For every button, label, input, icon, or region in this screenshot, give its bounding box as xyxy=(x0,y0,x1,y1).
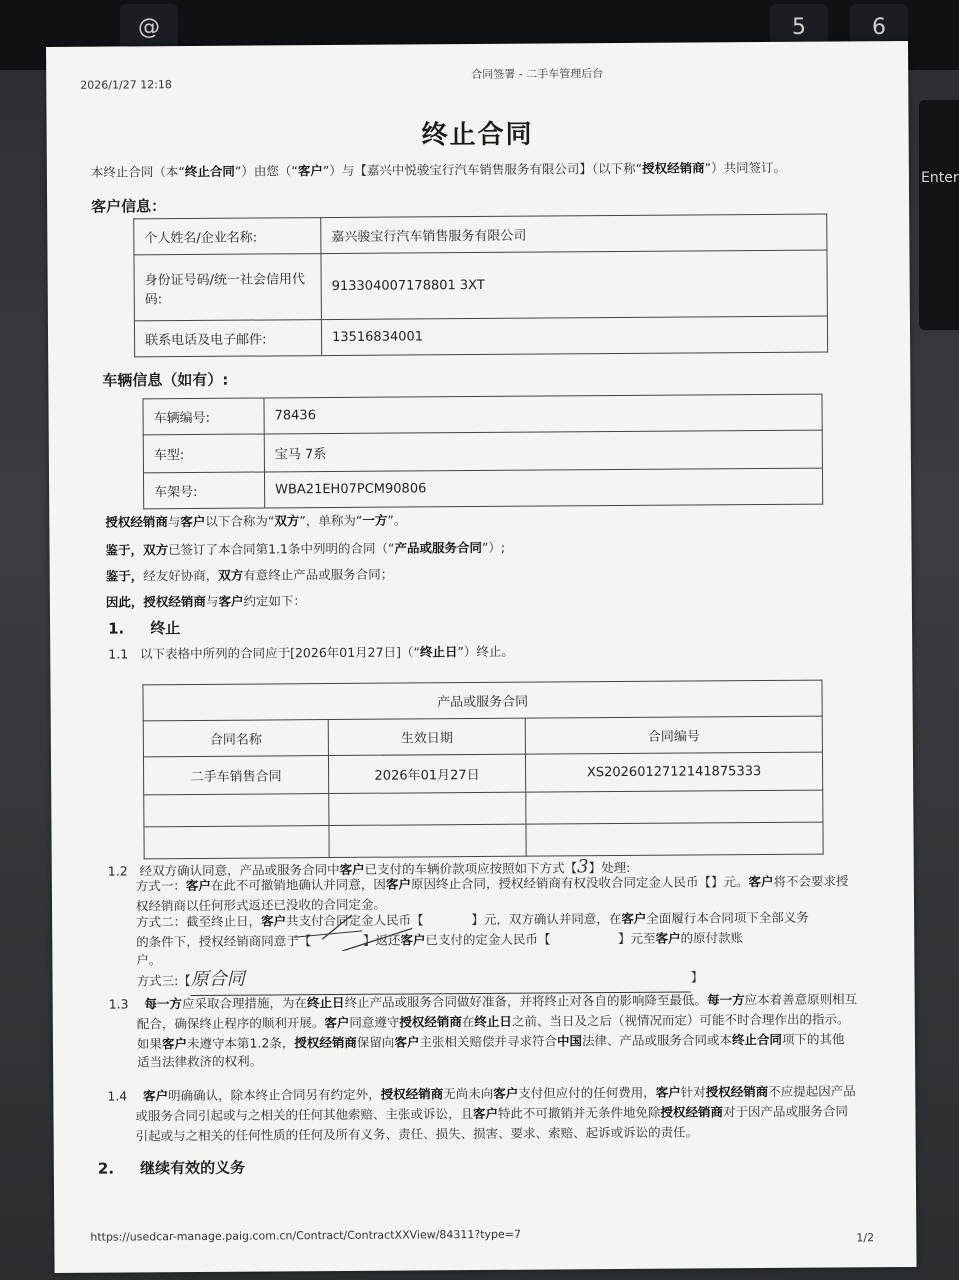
vehicle-info-heading: 车辆信息（如有）: xyxy=(102,370,229,390)
table-row xyxy=(144,790,823,827)
field-label: 车架号: xyxy=(143,472,264,509)
print-url: https://usedcar-manage.paig.com.cn/Contract/ContractXXView/84311?type=7 xyxy=(90,1227,522,1244)
customer-id-value: 913304007178801 3XT xyxy=(321,250,827,320)
keyboard-key: 6 xyxy=(850,4,908,52)
clause-1-2-method-3: 方式三:【原合同 】 xyxy=(136,962,703,996)
section-1-heading: 1. 终止 xyxy=(108,619,181,638)
customer-phone-value: 13516834001 xyxy=(321,316,827,356)
clause-1-3-line-4: 适当法律救济的权利。 xyxy=(137,1053,263,1070)
clause-1-2-line-1: 1.2 经双方确认同意，产品或服务合同中客户已支付的车辆价款项应按照如下方式【3】处理: xyxy=(107,856,631,879)
table-header-row xyxy=(143,716,822,757)
contract-number-cell: XS2026012712141875333 xyxy=(525,752,822,792)
empty-cell xyxy=(329,792,526,825)
table-row xyxy=(134,316,827,357)
customer-info-table xyxy=(133,214,828,358)
clause-1-2-method-1: 方式一：客户在此不可撤销地确认并同意，因客户原因终止合同，授权经销商有权没收合同定金人民币【】元。客户将不会要求授 xyxy=(135,873,849,894)
table-row xyxy=(134,250,827,321)
contracts-table-caption: 产品或服务合同 xyxy=(143,680,822,721)
empty-cell xyxy=(144,826,329,859)
table-caption-row xyxy=(143,680,822,721)
table-row xyxy=(143,394,822,435)
field-label: 车型: xyxy=(143,434,264,473)
vehicle-info-table xyxy=(142,394,823,510)
empty-cell xyxy=(144,794,329,827)
table-row xyxy=(143,752,822,795)
document-title: 终止合同 xyxy=(421,119,534,151)
keyboard-key: @ xyxy=(120,4,178,52)
recital-1: 授权经销商与客户以下合称为“双方”，单称为“一方”。 xyxy=(105,512,407,530)
clause-1-1: 1.1 以下表格中所列的合同应于[2026年01月27日]（“终止日”）终止。 xyxy=(108,643,514,662)
keyboard-enter-key xyxy=(919,100,959,330)
clause-1-4: 1.4 客户明确确认，除本终止合同另有约定外，授权经销商无尚未向客户支付但应付的任何费用，客户针对授权经销商不应提起因产品 xyxy=(107,1083,856,1104)
column-header: 合同编号 xyxy=(525,716,822,754)
field-label: 联系电话及电子邮件: xyxy=(134,320,321,357)
section-2-heading: 2. 继续有效的义务 xyxy=(97,1158,246,1178)
effective-date-cell: 2026年01月27日 xyxy=(328,754,525,793)
clause-1-2-method-2-end: 户。 xyxy=(136,952,162,968)
clause-1-4-line-2: 或服务合同引起或与之相关的任何其他索赔、主张或诉讼，且客户特此不可撤销并无条件地免除授权经销商对于因产品或服务合同 xyxy=(135,1103,849,1124)
vehicle-model-value: 宝马 7系 xyxy=(264,430,822,472)
print-site-title: 合同签署 - 二手车管理后台 xyxy=(471,67,604,82)
vehicle-vin-value: WBA21EH07PCM90806 xyxy=(264,468,822,508)
clause-1-4-line-3: 引起或与之相关的任何性质的任何及所有义务、责任、损失、损害、要求、索赔、起诉或诉讼的责任。 xyxy=(135,1124,699,1144)
clause-1-2-method-2: 方式二：截至终止日，客户共支付合同定金人民币【 】元，双方确认并同意，在客户全面履行本合同项下全部义务 xyxy=(136,909,809,930)
empty-cell xyxy=(329,824,526,857)
column-header: 生效日期 xyxy=(328,718,525,755)
customer-info-heading: 客户信息： xyxy=(91,197,167,216)
field-label: 车辆编号: xyxy=(143,398,264,435)
enter-key-label: Enter xyxy=(921,170,959,186)
page-number: 1/2 xyxy=(856,1231,875,1245)
contract-page xyxy=(46,41,917,1273)
pen-strike-marks xyxy=(292,909,622,951)
table-row xyxy=(143,468,822,509)
empty-cell xyxy=(526,822,823,856)
recital-2: 鉴于，双方已签订了本合同第1.1条中列明的合同（“产品或服务合同”）; xyxy=(105,539,506,558)
clause-1-2-method-2-cont: 的条件下，授权经销商同意于【 】返还客户已支付的定金人民币【 】元至客户的原付款账 xyxy=(136,930,744,950)
recital-3: 鉴于，经友好协商，双方有意终止产品或服务合同； xyxy=(105,566,394,584)
field-label: 个人姓名/企业名称: xyxy=(134,218,321,255)
clause-1-3-line-2: 配合，确保终止程序的顺利开展。客户同意遵守授权经销商在终止日之前、当日及之后（视情况而定）可能不时合理作出的指示。 xyxy=(136,1011,850,1032)
contracts-table xyxy=(142,680,823,860)
empty-cell xyxy=(526,790,823,824)
keyboard-key: 5 xyxy=(770,4,828,52)
recital-4: 因此，授权经销商与客户约定如下： xyxy=(105,593,307,610)
handwritten-option: 3 xyxy=(577,856,589,878)
intro-paragraph: 本终止合同（本“终止合同”）由您（“客户”）与【嘉兴中悦骏宝行汽车销售服务有限公司】（以下称“授权经销商”）共同签订。 xyxy=(90,159,787,180)
column-header: 合同名称 xyxy=(143,720,328,757)
print-datetime: 2026/1/27 12:18 xyxy=(80,78,172,92)
customer-name-value: 嘉兴骏宝行汽车销售服务有限公司 xyxy=(321,214,827,254)
table-row xyxy=(143,430,822,473)
clause-1-3-line-3: 如果客户未遵守本第1.2条，授权经销商保留向客户主张相关赔偿并寻求符合中国法律、产品或服务合同或本终止合同项下的其他 xyxy=(136,1031,845,1052)
handwritten-method-3: 原合同 xyxy=(191,963,691,996)
contract-name-cell: 二手车销售合同 xyxy=(143,756,328,795)
table-row xyxy=(134,214,827,255)
clause-1-3: 1.3 每一方应采取合理措施，为在终止日终止产品或服务合同做好准备，并将终止对各自的影响降至最低。每一方应本着善意原则相互 xyxy=(108,991,858,1012)
field-label: 身份证号码/统一社会信用代码: xyxy=(134,254,321,321)
clause-1-2-method-1-cont: 权经销商以任何形式返还已没收的合同定金。 xyxy=(135,896,387,914)
vehicle-number-value: 78436 xyxy=(264,394,822,434)
